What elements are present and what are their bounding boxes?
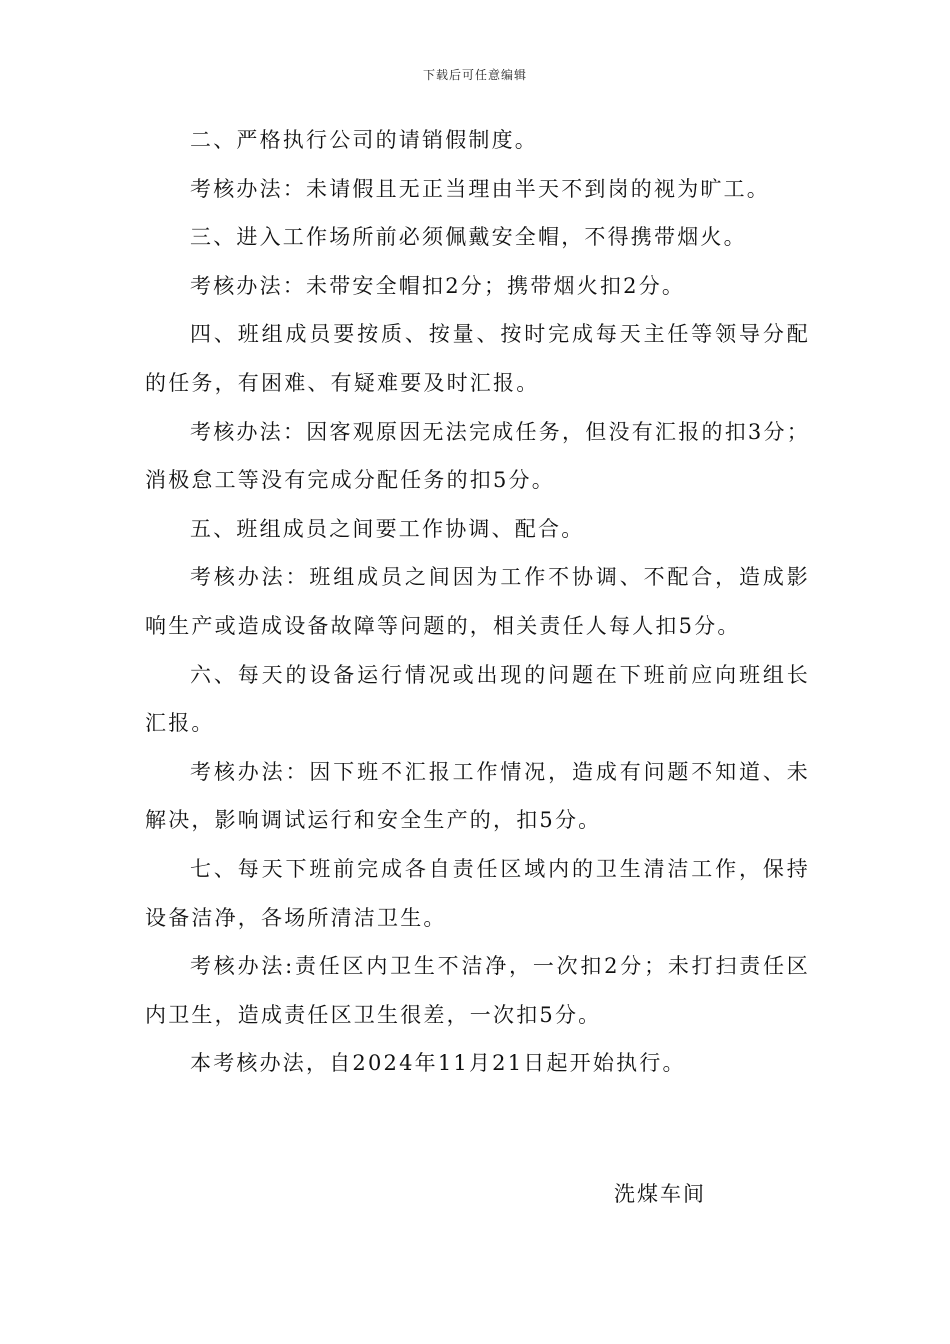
header-note: 下载后可任意编辑 xyxy=(422,68,527,82)
rule-5-title: 五、班组成员之间要工作协调、配合。 xyxy=(190,516,585,541)
rule-6-assessment: 考核办法：因下班不汇报工作情况，造成有问题不知道、未解决，影响调试运行和安全生产的，扣5分。 xyxy=(145,759,810,833)
rule-3-assessment: 考核办法：未带安全帽扣2分；携带烟火扣2分。 xyxy=(190,273,686,298)
rule-2-assessment: 考核办法：未请假且无正当理由半天不到岗的视为旷工。 xyxy=(190,176,770,201)
rule-4-assessment: 考核办法：因客观原因无法完成任务，但没有汇报的扣3分；消极怠工等没有完成分配任务的扣5分。 xyxy=(145,419,810,493)
rule-4-title: 四、班组成员要按质、按量、按时完成每天主任等领导分配的任务，有困难、有疑难要及时汇报。 xyxy=(145,322,810,395)
rule-5-assessment: 考核办法：班组成员之间因为工作不协调、不配合，造成影响生产或造成设备故障等问题的，相关责任人每人扣5分。 xyxy=(145,565,810,638)
signature-department: 洗煤车间 xyxy=(614,1182,706,1206)
rule-7-assessment: 考核办法:责任区内卫生不洁净，一次扣2分；未打扫责任区内卫生，造成责任区卫生很差，一次扣5分。 xyxy=(145,954,810,1027)
rule-7-title: 七、每天下班前完成各自责任区域内的卫生清洁工作，保持设备洁净，各场所清洁卫生。 xyxy=(145,856,810,930)
document-body xyxy=(145,116,810,1088)
rule-2-title: 二、严格执行公司的请销假制度。 xyxy=(190,128,538,152)
effective-date-note: 本考核办法，自2024年11月21日起开始执行。 xyxy=(190,1051,686,1076)
rule-6-title: 六、每天的设备运行情况或出现的问题在下班前应向班组长汇报。 xyxy=(145,662,810,736)
rule-3-title: 三、进入工作场所前必须佩戴安全帽，不得携带烟火。 xyxy=(190,225,747,250)
